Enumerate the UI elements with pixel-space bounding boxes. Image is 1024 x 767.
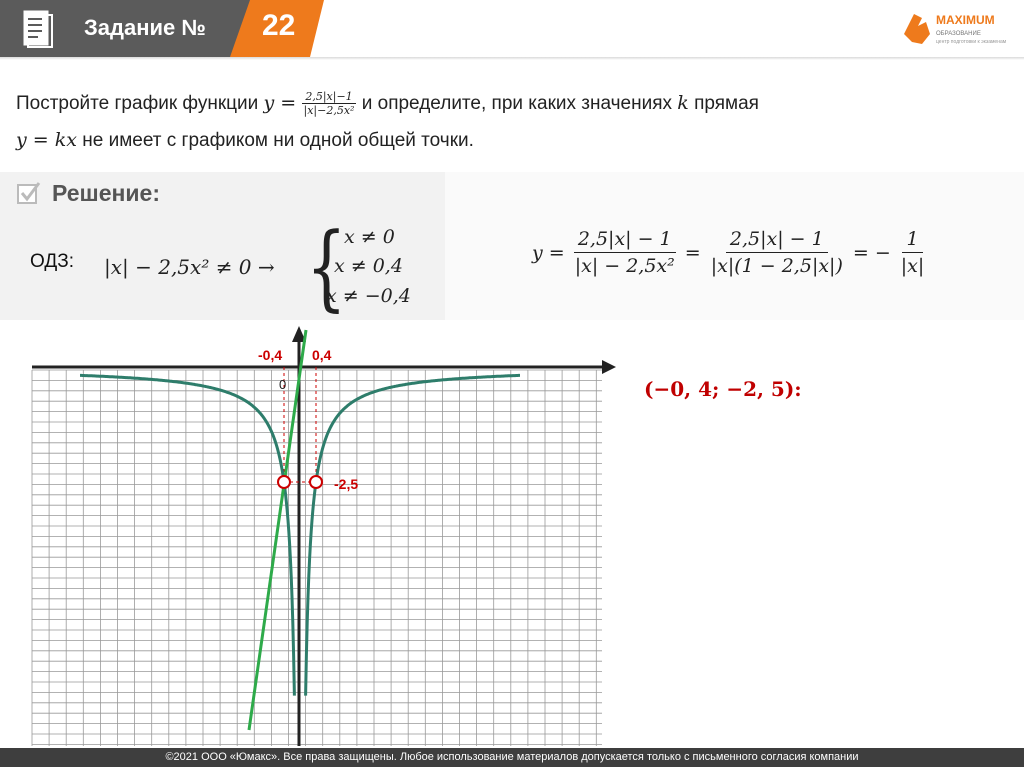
problem-text: Постройте график функции [16,93,264,114]
k-variable: k [677,92,689,114]
excluded-point-left [278,476,290,488]
problem-statement [16,85,1001,159]
maximum-logo [900,4,1010,52]
problem-text-middle: и определите, при каких значениях [356,93,678,114]
fraction-2: $\frac{2,5|x| - 1}{|x|(1 - 2,5|x|)}$ [710,228,843,277]
excluded-point-right [310,476,322,488]
odz-label: ОДЗ: [30,251,74,272]
problem-fraction: $\frac{2,5|x|-1}{\text{|x|−2,5x²}}$ [303,90,355,118]
label-pos04: 0,4 [312,347,332,363]
label-minus25: -2,5 [334,476,359,492]
fraction-3: $\frac{1}{|x|}$ [900,228,925,277]
header-divider [0,57,1024,60]
line-y-kx [249,330,306,730]
condition-2: x ≠ 0,4 [334,255,403,277]
svg-text:центр подготовки к экзаменам: центр подготовки к экзаменам [936,39,1007,45]
y-equals: y = [263,92,297,114]
condition-1: x ≠ 0 [344,226,395,248]
problem-text-end: не имеет с графиком ни одной общей точки. [76,130,474,151]
equals-1: = [684,241,701,264]
solution-title: Решение: [52,180,161,206]
copyright-footer: ©2021 ООО «Юмакс». Все права защищены. Любое использование материалов допускается только с письменного согласия компании [0,748,1024,767]
header-bar [0,0,1024,58]
problem-text-after: прямая [688,93,759,114]
label-neg04: -0,4 [258,347,283,363]
formula-lhs: y = [532,241,565,264]
function-simplification [532,228,928,277]
checkbox-checked-icon [16,180,42,206]
equals-2: = − [852,241,891,264]
task-label: Задание № [84,15,206,40]
svg-text:ОБРАЗОВАНИЕ: ОБРАЗОВАНИЕ [936,31,981,37]
line-equation: y = kx [16,129,77,151]
system-brace: { [306,214,347,323]
odz-expression: |x| − 2,5x² ≠ 0 → [104,255,275,279]
task-badge [0,0,250,57]
condition-3: x ≠ −0,4 [326,285,411,307]
task-number: 22 [262,9,296,42]
document-icon [22,9,54,49]
grid [32,370,602,746]
fraction-1: $\frac{2,5|x| - 1}{\text{|x| − 2,5x²}}$ [574,228,675,277]
x-axis-arrow [602,360,616,374]
hyperbola-right-branch [306,375,520,695]
answer: (−0, 4; −2, 5): [644,377,802,401]
function-graph [0,320,620,748]
label-origin: 0 [279,377,287,392]
svg-text:MAXIMUM: MAXIMUM [936,13,995,27]
